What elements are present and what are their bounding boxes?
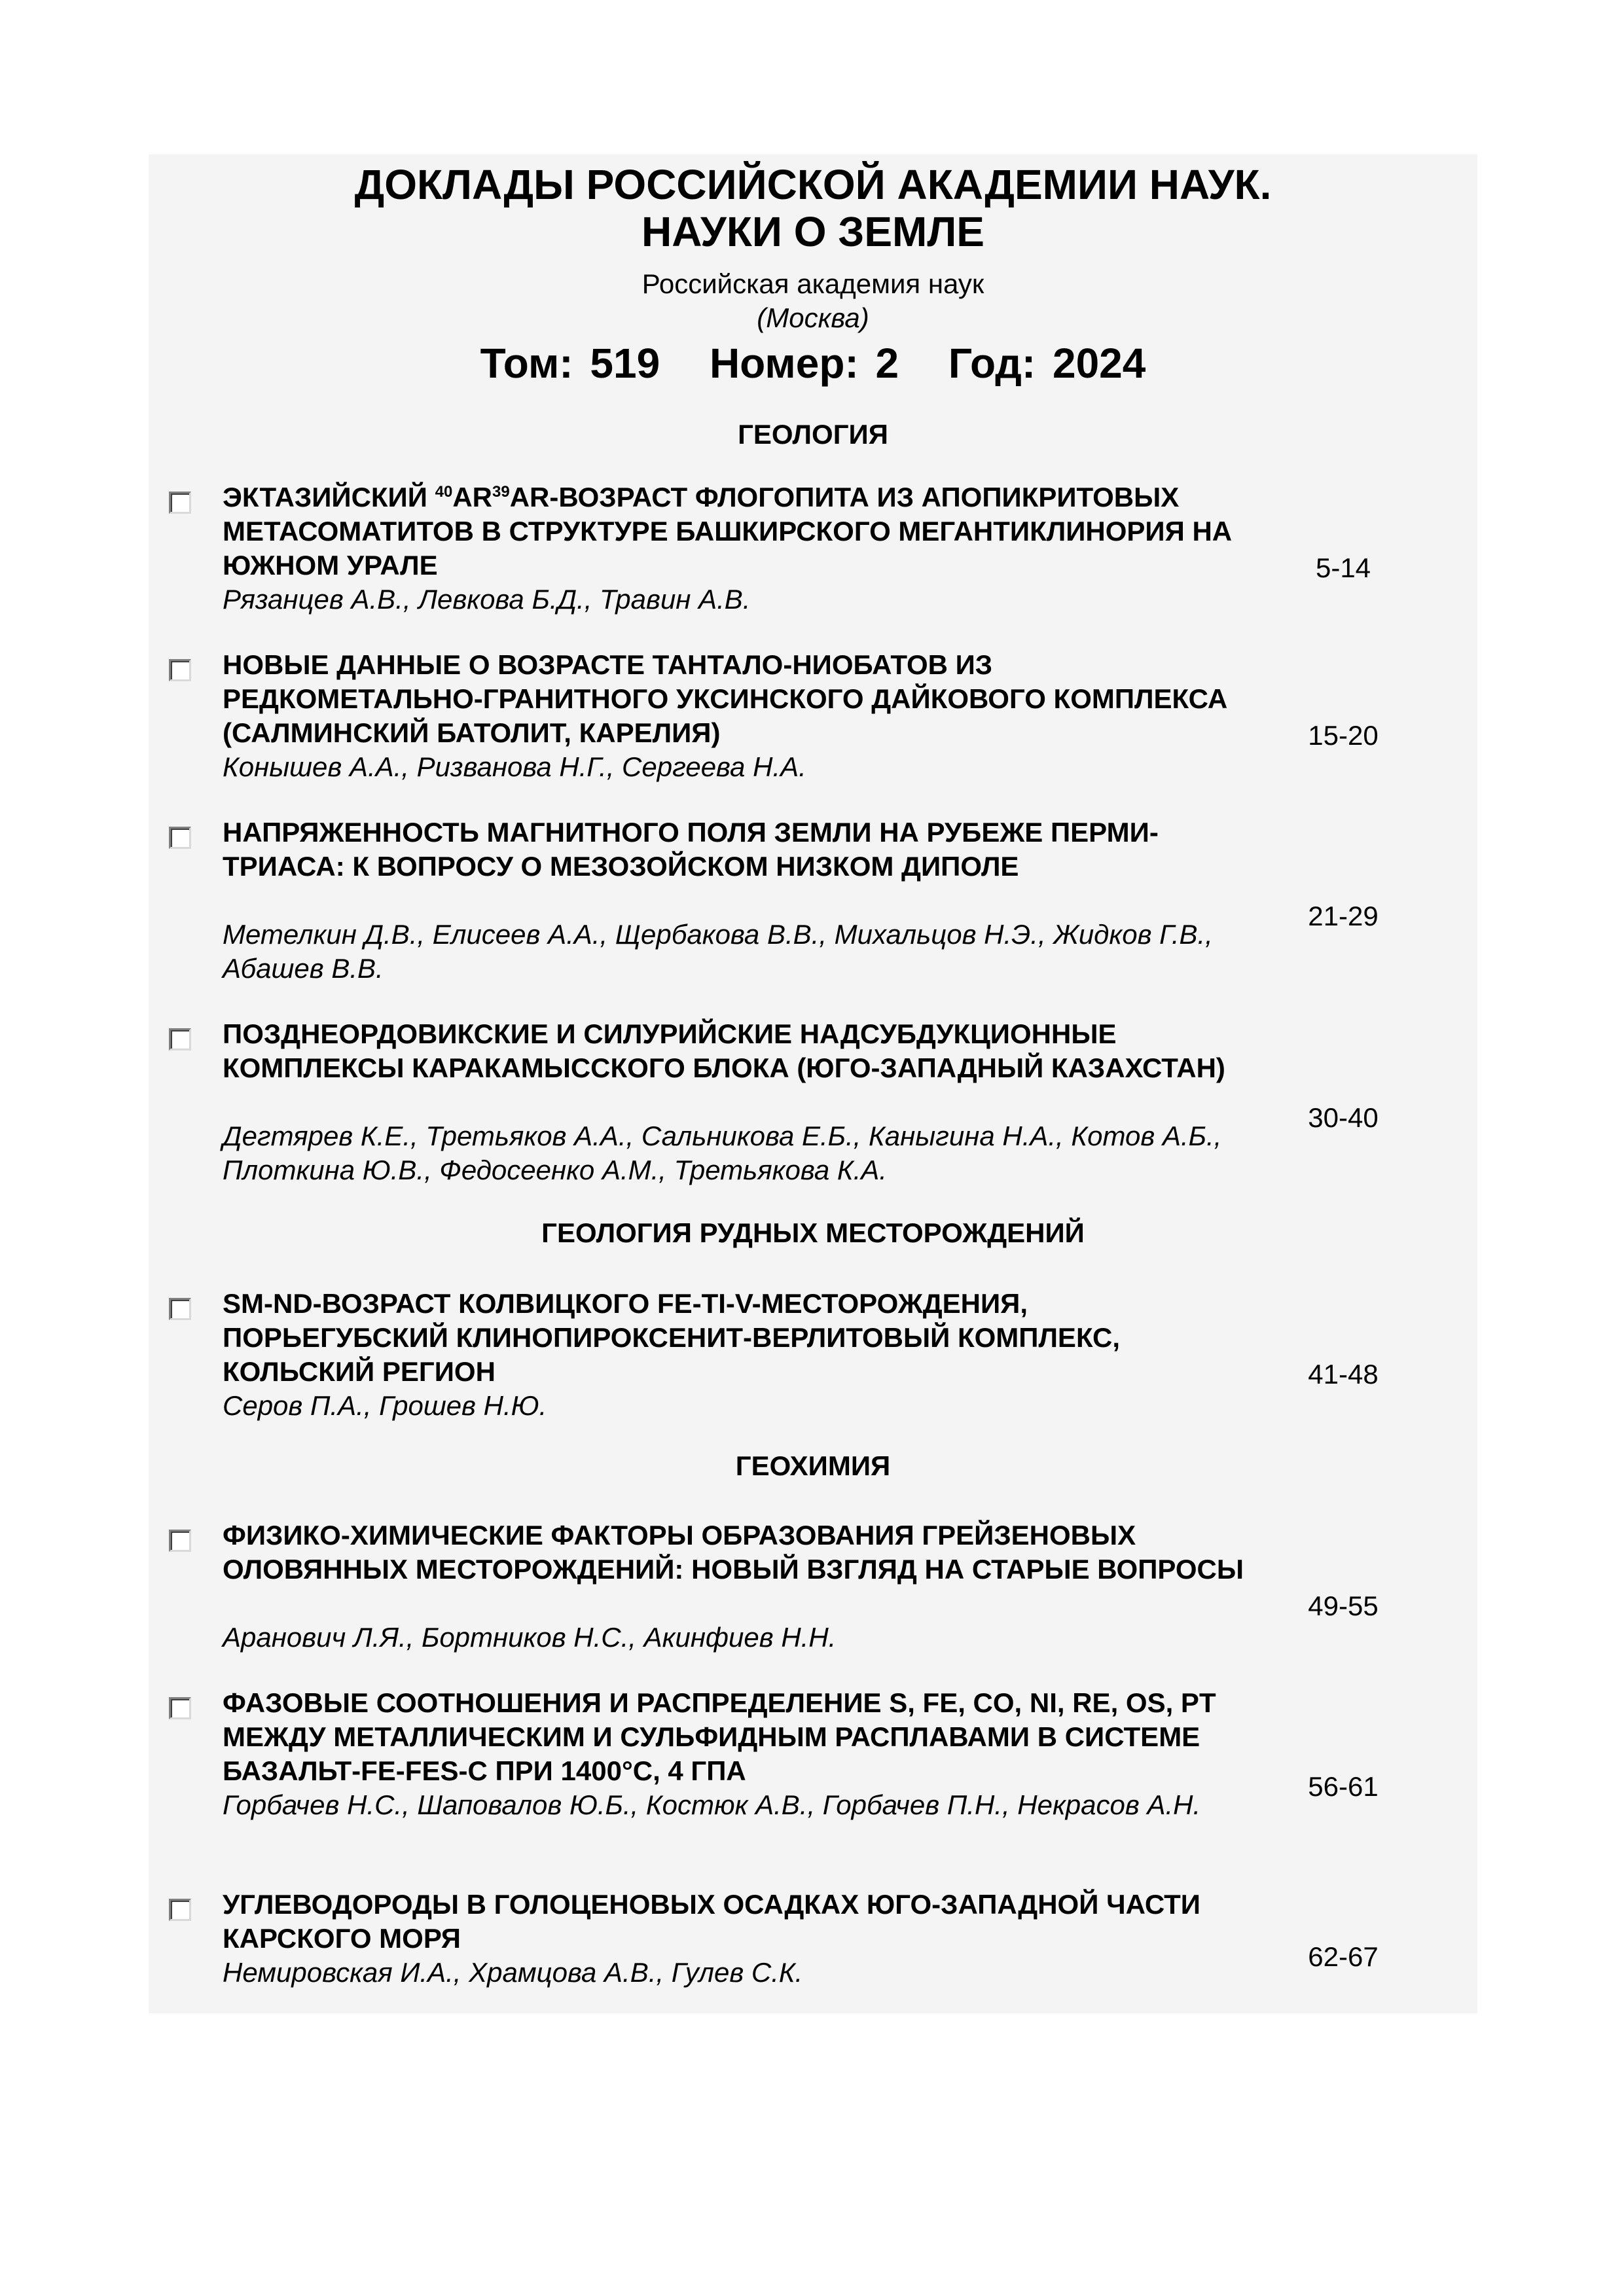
article-authors: Серов П.А., Грошев Н.Ю. <box>223 1390 547 1421</box>
article-pages: 21-29 <box>1308 901 1379 931</box>
toc-panel <box>149 154 1477 2013</box>
number-label: Номер: <box>709 340 859 387</box>
issue-info <box>149 339 1477 387</box>
article-pages: 56-61 <box>1308 1771 1379 1802</box>
article-checkbox[interactable] <box>158 480 202 525</box>
article-pages: 41-48 <box>1308 1359 1379 1390</box>
article-checkbox[interactable] <box>158 1017 202 1062</box>
section-heading: ГЕОХИМИЯ <box>735 1450 891 1481</box>
article-authors: Аранович Л.Я., Бортников Н.С., Акинфиев Н.Н. <box>223 1622 837 1653</box>
volume-label: Том: <box>480 340 573 387</box>
article-pages: 30-40 <box>1308 1102 1379 1133</box>
article-pages: 49-55 <box>1308 1590 1379 1621</box>
publisher-city: (Москва) <box>757 302 869 333</box>
section-heading: ГЕОЛОГИЯ <box>738 419 888 450</box>
article-title[interactable]: НОВЫЕ ДАННЫЕ О ВОЗРАСТЕ ТАНТАЛО-НИОБАТОВ ИЗ РЕДКОМЕТАЛЬНО-ГРАНИТНОГО УКСИНСКОГО ДАЙКОВОГО КОМПЛЕКСА (САЛМИНСКИЙ БАТОЛИТ, КАРЕЛИЯ) <box>223 649 1228 748</box>
article-title[interactable]: УГЛЕВОДОРОДЫ В ГОЛОЦЕНОВЫХ ОСАДКАХ ЮГО-ЗАПАДНОЙ ЧАСТИ КАРСКОГО МОРЯ <box>223 1889 1200 1954</box>
article-pages: 15-20 <box>1308 720 1379 751</box>
article-authors: Горбачев Н.С., Шаповалов Ю.Б., Костюк А.В., Горбачев П.Н., Некрасов А.Н. <box>223 1789 1201 1820</box>
article-authors: Рязанцев А.В., Левкова Б.Д., Травин А.В. <box>223 584 751 615</box>
article-checkbox[interactable] <box>158 816 202 860</box>
article-title[interactable]: НАПРЯЖЕННОСТЬ МАГНИТНОГО ПОЛЯ ЗЕМЛИ НА РУБЕЖЕ ПЕРМИ-ТРИАСА: К ВОПРОСУ О МЕЗОЗОЙСКОМ НИЗКОМ ДИПОЛЕ <box>223 817 1159 882</box>
article-pages: 62-67 <box>1308 1941 1379 1972</box>
number-value: 2 <box>875 340 899 387</box>
article-authors: Метелкин Д.В., Елисеев А.А., Щербакова В.В., Михальцов Н.Э., Жидков Г.В., Абашев В.В. <box>223 919 1213 984</box>
journal-title-line-2: НАУКИ О ЗЕМЛЕ <box>641 208 984 255</box>
article-authors: Конышев А.А., Ризванова Н.Г., Сергеева Н.А. <box>223 751 806 782</box>
article-pages: 5-14 <box>1315 552 1371 583</box>
article-checkbox[interactable] <box>158 1686 202 1731</box>
publisher: Российская академия наук <box>641 268 984 299</box>
section-heading: ГЕОЛОГИЯ РУДНЫХ МЕСТОРОЖДЕНИЙ <box>541 1217 1085 1248</box>
article-checkbox[interactable] <box>158 1888 202 1932</box>
journal-title-line-1: ДОКЛАДЫ РОССИЙСКОЙ АКАДЕМИИ НАУК. <box>354 161 1272 208</box>
article-checkbox[interactable] <box>158 1287 202 1331</box>
article-title[interactable]: ФАЗОВЫЕ СООТНОШЕНИЯ И РАСПРЕДЕЛЕНИЕ S, FE, CO, NI, RE, OS, PT МЕЖДУ МЕТАЛЛИЧЕСКИМ И СУЛЬФИДНЫМ РАСПЛАВАМИ В СИСТЕМЕ БАЗАЛЬТ-FE-FES-C ПРИ 1400°C, 4 ГПА <box>223 1687 1216 1786</box>
article-title[interactable]: ПОЗДНЕОРДОВИКСКИЕ И СИЛУРИЙСКИЕ НАДСУБДУКЦИОННЫЕ КОМПЛЕКСЫ КАРАКАМЫССКОГО БЛОКА (ЮГО-ЗАПАДНЫЙ КАЗАХСТАН) <box>223 1018 1225 1083</box>
article-authors: Дегтярев К.Е., Третьяков А.А., Сальникова Е.Б., Каныгина Н.А., Котов А.Б., Плоткина Ю.В., Федосеенко А.М., Третьякова К.А. <box>223 1121 1222 1185</box>
article-title[interactable]: ЭКТАЗИЙСКИЙ $^{40}$AR$^{39}$AR-ВОЗРАСТ ФЛОГОПИТА ИЗ АПОПИКРИТОВЫХ МЕТАСОМАТИТОВ В СТРУКТУРЕ БАШКИРСКОГО МЕГАНТИКЛИНОРИЯ НА ЮЖНОМ УРАЛЕ <box>223 482 1233 581</box>
article-title[interactable]: SM-ND-ВОЗРАСТ КОЛВИЦКОГО FE-TI-V-МЕСТОРОЖДЕНИЯ, ПОРЬЕГУБСКИЙ КЛИНОПИРОКСЕНИТ-ВЕРЛИТОВЫЙ КОМПЛЕКС, КОЛЬСКИЙ РЕГИОН <box>223 1288 1121 1387</box>
article-title[interactable]: ФИЗИКО-ХИМИЧЕСКИЕ ФАКТОРЫ ОБРАЗОВАНИЯ ГРЕЙЗЕНОВЫХ ОЛОВЯННЫХ МЕСТОРОЖДЕНИЙ: НОВЫЙ ВЗГЛЯД НА СТАРЫЕ ВОПРОСЫ <box>223 1520 1244 1585</box>
year-value: 2024 <box>1052 340 1146 387</box>
volume-value: 519 <box>590 340 660 387</box>
article-checkbox[interactable] <box>158 648 202 692</box>
year-label: Год: <box>948 340 1036 387</box>
article-checkbox[interactable] <box>158 1518 202 1563</box>
article-authors: Немировская И.А., Храмцова А.В., Гулев С.К. <box>223 1957 803 1988</box>
